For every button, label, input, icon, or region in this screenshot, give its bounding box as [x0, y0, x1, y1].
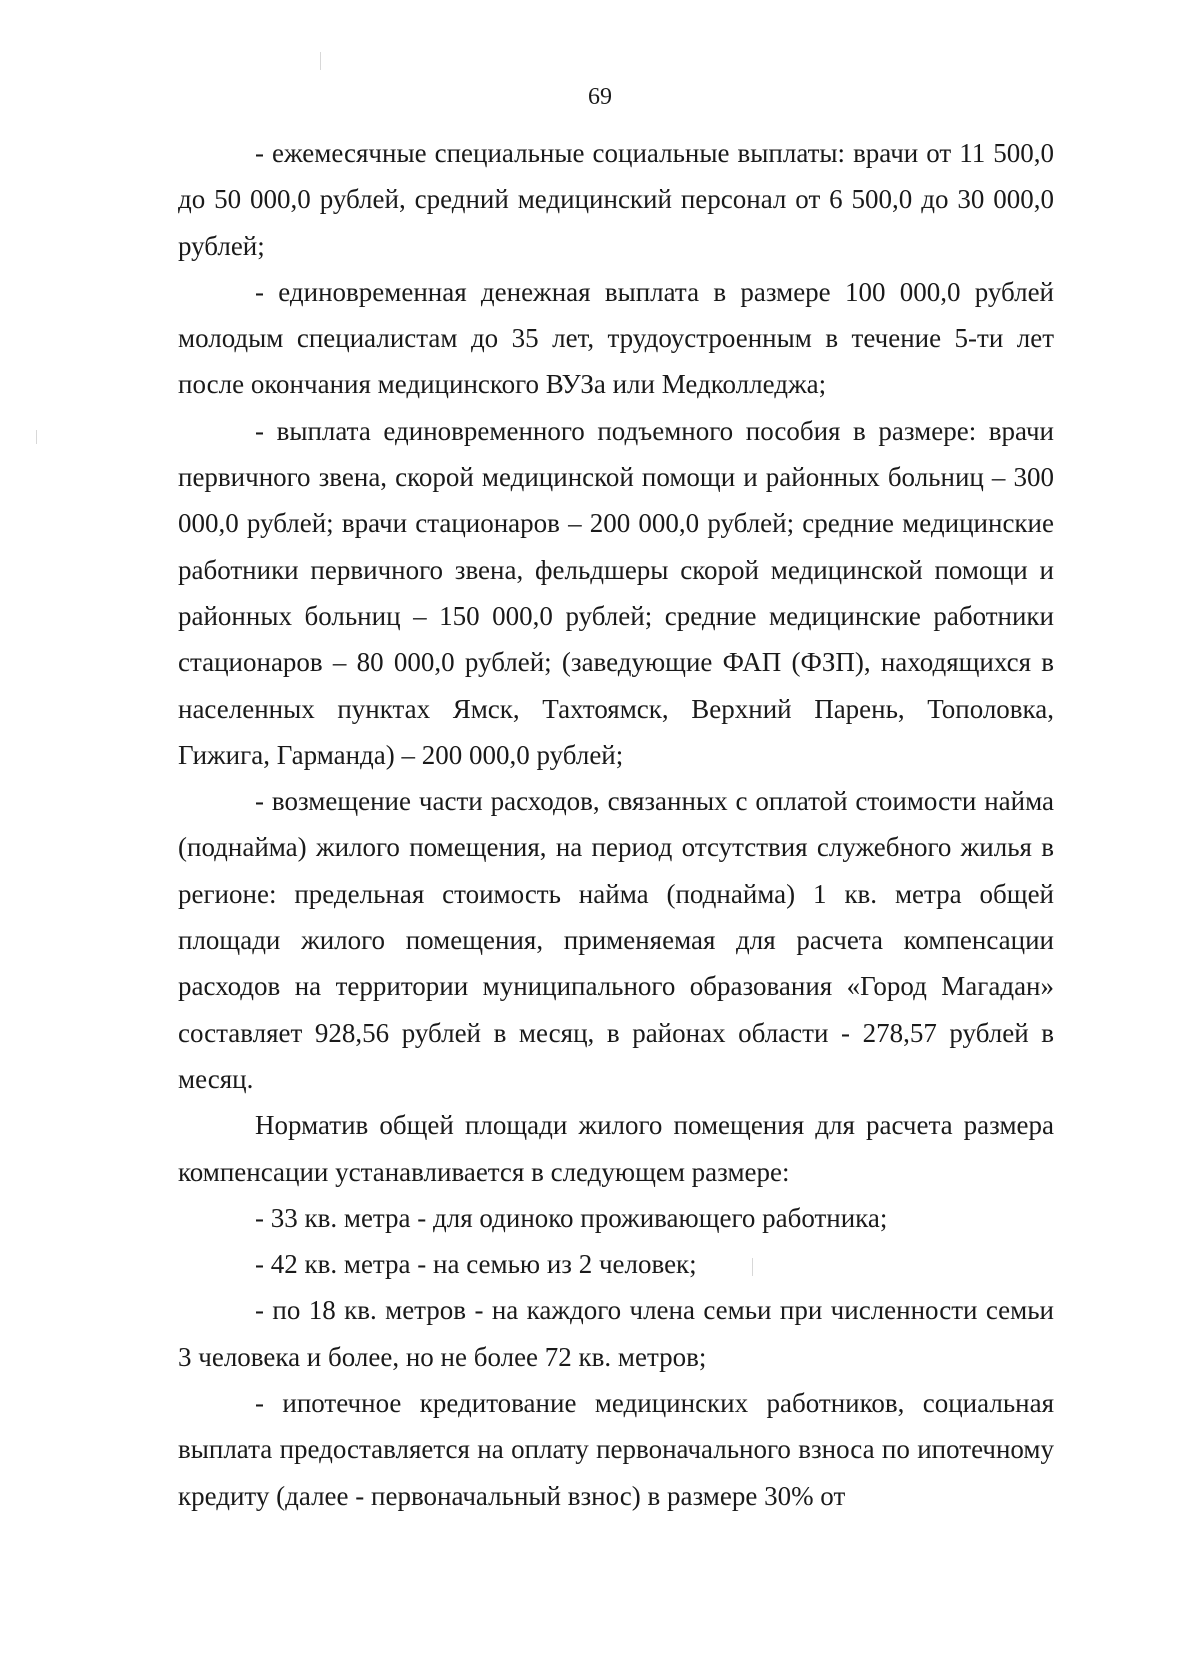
paragraph-housing-norm: Норматив общей площади жилого помещения для расчета размера компенсации устанавливается в следующем размере:	[178, 1110, 1054, 1187]
paragraph-norm-family-three: - по 18 кв. метров - на каждого члена семьи при численности семьи 3 человека и более, но не более 72 кв. метров;	[178, 1295, 1054, 1372]
paragraph-rent-compensation: - возмещение части расходов, связанных с оплатой стоимости найма (поднайма) жилого помещения, на период отсутствия служебного жилья в регионе: предельная стоимость найма (поднайма) 1 кв. метра общей площади жилого помещения, применяемая для расчета компенсации расходов на территории муниципального образования «Город Магадан» составляет 928,56 рублей в месяц, в районах области - 278,57 рублей в месяц.	[178, 786, 1054, 1094]
paragraph-lump-sum-payment: - единовременная денежная выплата в размере 100 000,0 рублей молодым специалистам до 35 лет, трудоустроенным в течение 5-ти лет после окончания медицинского ВУЗа или Медколледжа;	[178, 276, 1054, 400]
paragraph-monthly-payments: - ежемесячные специальные социальные выплаты: врачи от 11 500,0 до 50 000,0 рублей, средний медицинский персонал от 6 500,0 до 30 000,0 рублей;	[178, 138, 1054, 261]
paragraph-norm-single: - 33 кв. метра - для одиноко проживающего работника;	[255, 1202, 888, 1233]
paragraph-relocation-allowance: - выплата единовременного подъемного пособия в размере: врачи первичного звена, скорой медицинской помощи и районных больниц – 300 000,0 рублей; врачи стационаров – 200 000,0 рублей; средние медицинские работники первичного звена, фельдшеры скорой медицинской помощи и районных больниц – 150 000,0 рублей; средние медицинские работники стационаров – 80 000,0 рублей; (заведующие ФАП (ФЗП), находящихся в населенных пунктах Ямск, Тахтоямск, Верхний Парень, Тополовка, Гижига, Гарманда) – 200 000,0 рублей;	[178, 415, 1054, 770]
scan-artifact	[320, 52, 321, 70]
scan-artifact	[36, 430, 37, 444]
paragraph-mortgage: - ипотечное кредитование медицинских работников, социальная выплата предоставляется на оплату первоначального взноса по ипотечному кредиту (далее - первоначальный взнос) в размере 30% от	[178, 1388, 1054, 1511]
page-number: 69	[588, 84, 612, 110]
document-body	[178, 130, 1054, 1519]
paragraph-norm-family-two: - 42 кв. метра - на семью из 2 человек;	[255, 1249, 697, 1280]
